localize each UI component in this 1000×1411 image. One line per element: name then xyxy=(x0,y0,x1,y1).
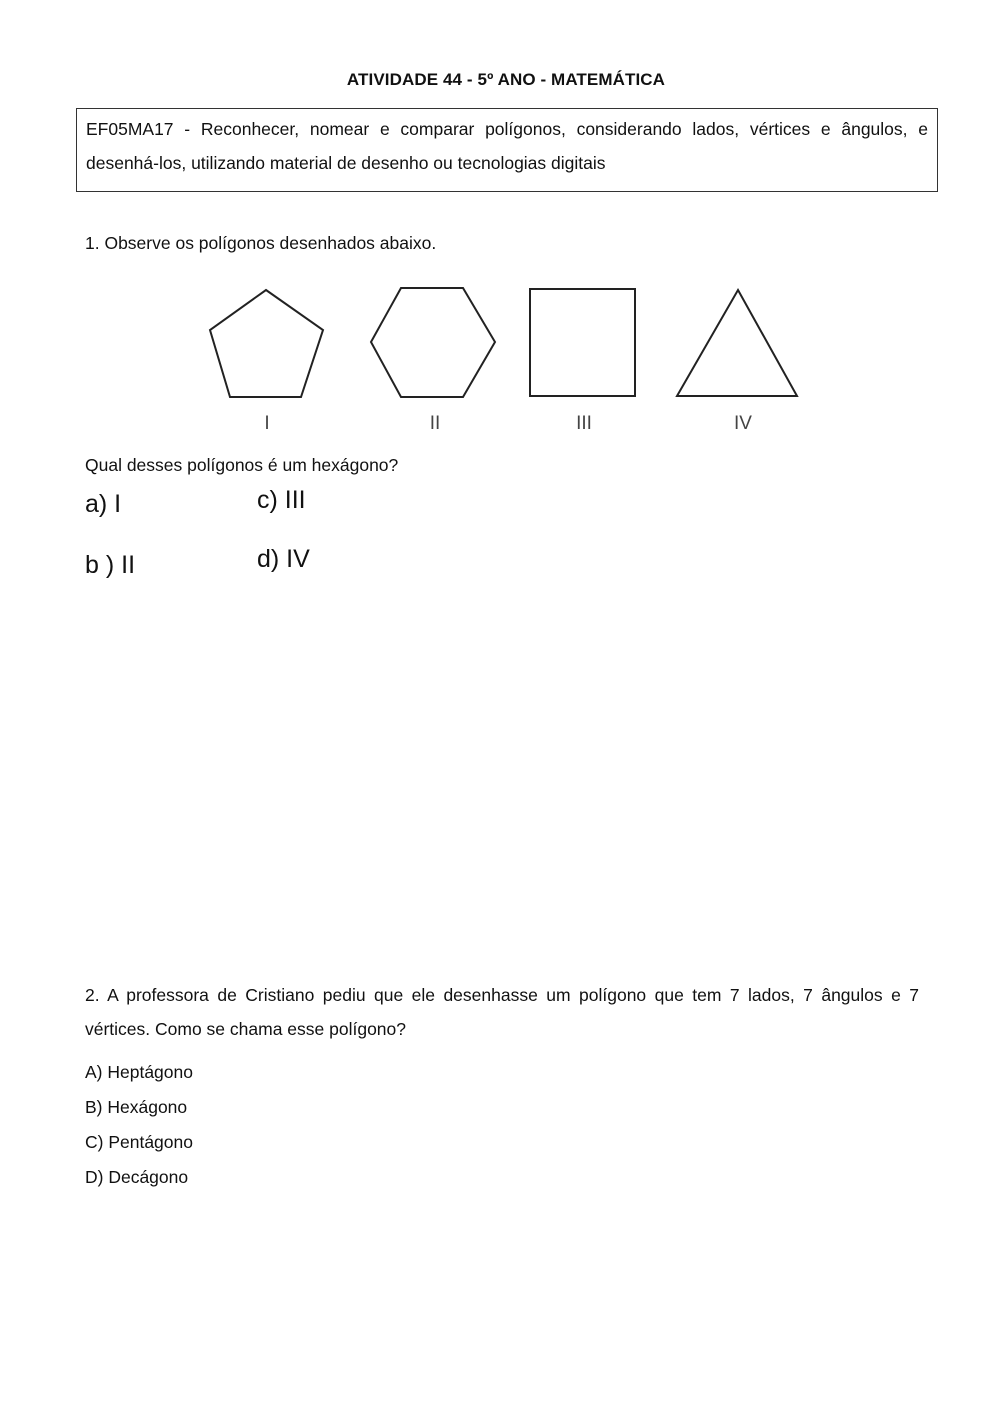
option-hexagono[interactable]: B) Hexágono xyxy=(85,1097,188,1117)
option-c[interactable]: c) III xyxy=(257,486,306,514)
page-title: ATIVIDADE 44 - 5º ANO - MATEMÁTICA xyxy=(346,70,666,89)
option-a[interactable]: a) I xyxy=(85,490,122,518)
option-pentagono[interactable]: C) Pentágono xyxy=(85,1132,193,1152)
polygon-figures xyxy=(200,280,810,440)
option-b[interactable]: b ) II xyxy=(85,551,136,579)
figure-label-3: III xyxy=(576,413,592,434)
skill-box xyxy=(76,108,938,192)
option-heptagono[interactable]: A) Heptágono xyxy=(85,1062,193,1082)
option-decagono[interactable]: D) Decágono xyxy=(85,1167,189,1187)
triangle-figure xyxy=(677,290,797,396)
figure-label-2: II xyxy=(429,413,441,434)
figure-label-1: I xyxy=(264,413,270,434)
question-1-text: Qual desses polígonos é um hexágono? xyxy=(85,455,399,475)
square-figure xyxy=(530,289,635,396)
hexagon-figure xyxy=(371,288,495,397)
question-1-prompt: 1. Observe os polígonos desenhados abaixo. xyxy=(85,233,437,253)
skill-text: EF05MA17 - Reconhecer, nomear e comparar polígonos, considerando lados, vértices e ângulos, e desenhá-los, utilizando material de desenho ou tecnologias digitais xyxy=(86,119,928,173)
option-d[interactable]: d) IV xyxy=(257,545,310,573)
pentagon-figure xyxy=(210,290,323,397)
figure-label-4: IV xyxy=(734,413,752,434)
question-2-prompt: 2. A professora de Cristiano pediu que ele desenhasse um polígono que tem 7 lados, 7 ângulos e 7 vértices. Como se chama esse polígono? xyxy=(85,985,919,1039)
